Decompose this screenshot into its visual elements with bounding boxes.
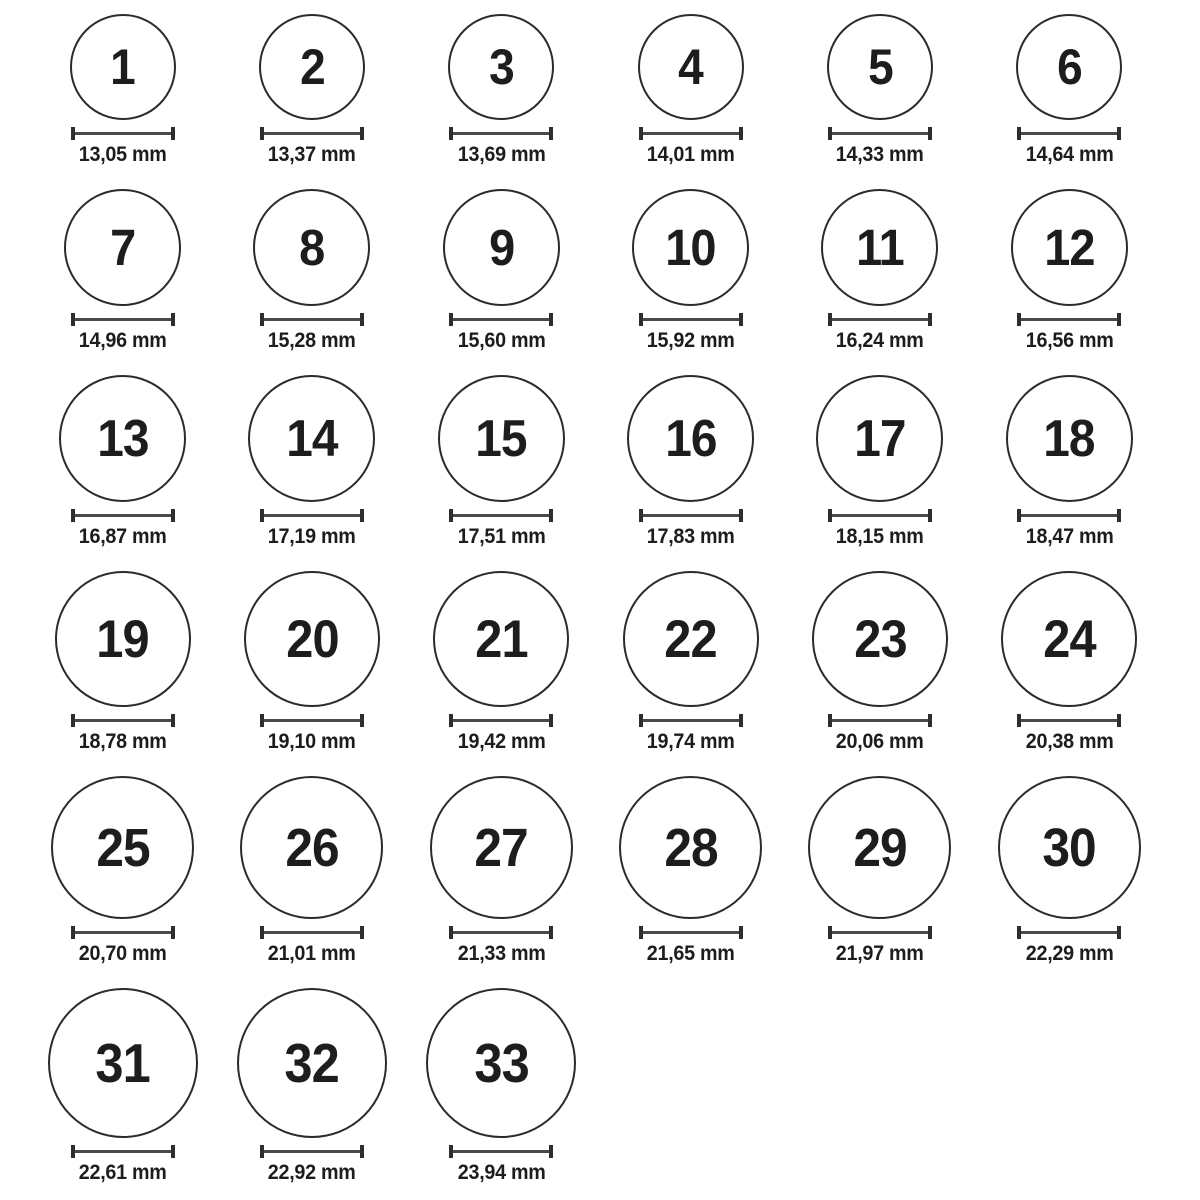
- diameter-label: 17,19 mm: [268, 525, 356, 548]
- ring-size-cell: [785, 375, 974, 549]
- ring-circle: [244, 571, 380, 707]
- diameter-measure-line: [71, 509, 175, 522]
- ring-size-cell: [596, 14, 785, 167]
- ring-size-cell: [217, 14, 406, 167]
- diameter-label: 15,28 mm: [268, 329, 356, 352]
- diameter-measure-line: [449, 127, 553, 140]
- ring-size-cell: [975, 375, 1164, 549]
- diameter-measure-line: [828, 714, 932, 727]
- ring-size-cell: [217, 375, 406, 549]
- ring-size-cell: [975, 571, 1164, 754]
- ring-size-number: 5: [867, 39, 893, 95]
- diameter-label: 14,96 mm: [78, 329, 167, 352]
- ring-size-cell: [596, 776, 785, 966]
- diameter-measure-line: [260, 714, 364, 727]
- ring-size-number: 15: [475, 409, 528, 468]
- ring-circle: [64, 189, 181, 306]
- ring-size-number: 26: [285, 817, 339, 878]
- ring-size-cell: [407, 988, 596, 1185]
- ring-circle: [430, 776, 573, 919]
- ring-circle: [816, 375, 943, 502]
- ring-size-number: 22: [664, 609, 717, 669]
- diameter-label: 15,60 mm: [457, 329, 546, 352]
- ring-size-number: 16: [664, 409, 717, 468]
- ring-size-cell: [407, 14, 596, 167]
- diameter-label: 17,83 mm: [646, 525, 735, 548]
- ring-size-cell: [407, 776, 596, 966]
- ring-size-cell: [407, 571, 596, 754]
- diameter-measure-line: [449, 926, 553, 939]
- diameter-label: 15,92 mm: [646, 329, 735, 352]
- diameter-measure-line: [449, 313, 553, 326]
- ring-circle: [443, 189, 560, 306]
- ring-size-number: 23: [853, 609, 907, 669]
- ring-size-number: 7: [110, 219, 136, 276]
- ring-size-cell: [407, 189, 596, 353]
- ring-circle: [51, 776, 194, 919]
- ring-size-cell: [596, 375, 785, 549]
- ring-size-cell: [217, 988, 406, 1185]
- ring-size-cell: [975, 189, 1164, 353]
- diameter-label: 22,29 mm: [1025, 942, 1114, 965]
- ring-size-cell: [785, 189, 974, 353]
- chart-row-3: [28, 375, 1164, 549]
- ring-size-cell: [217, 571, 406, 754]
- diameter-measure-line: [260, 926, 364, 939]
- ring-circle: [55, 571, 191, 707]
- diameter-label: 21,33 mm: [457, 942, 546, 965]
- diameter-measure-line: [1017, 509, 1121, 522]
- ring-circle: [638, 14, 744, 120]
- diameter-measure-line: [828, 127, 932, 140]
- diameter-label: 13,69 mm: [457, 143, 546, 166]
- ring-size-cell: [785, 571, 974, 754]
- ring-circle: [48, 988, 198, 1138]
- ring-size-cell: [217, 776, 406, 966]
- ring-size-number: 4: [678, 39, 703, 95]
- ring-size-cell: [975, 14, 1164, 167]
- diameter-measure-line: [71, 1145, 175, 1158]
- diameter-label: 16,87 mm: [78, 525, 167, 548]
- diameter-measure-line: [71, 127, 175, 140]
- diameter-measure-line: [639, 714, 743, 727]
- diameter-label: 23,94 mm: [457, 1161, 546, 1184]
- ring-size-number: 8: [299, 219, 325, 276]
- chart-row-6: [28, 988, 1164, 1185]
- ring-circle: [237, 988, 387, 1138]
- diameter-label: 19,74 mm: [646, 730, 735, 753]
- diameter-measure-line: [260, 127, 364, 140]
- ring-size-number: 27: [474, 817, 529, 878]
- diameter-label: 20,70 mm: [78, 942, 167, 965]
- chart-row-1: [28, 14, 1164, 167]
- ring-size-cell: [28, 14, 217, 167]
- diameter-measure-line: [1017, 313, 1121, 326]
- diameter-measure-line: [828, 926, 932, 939]
- diameter-label: 21,65 mm: [646, 942, 735, 965]
- ring-size-cell: [28, 988, 217, 1185]
- diameter-measure-line: [639, 926, 743, 939]
- diameter-measure-line: [828, 509, 932, 522]
- ring-size-number: 17: [854, 409, 906, 468]
- diameter-label: 16,24 mm: [836, 329, 924, 352]
- diameter-measure-line: [1017, 127, 1121, 140]
- diameter-measure-line: [260, 509, 364, 522]
- diameter-label: 21,97 mm: [836, 942, 924, 965]
- ring-size-number: 33: [474, 1031, 529, 1094]
- ring-size-number: 20: [285, 609, 339, 669]
- ring-circle: [1011, 189, 1128, 306]
- diameter-label: 18,47 mm: [1025, 525, 1114, 548]
- diameter-label: 14,01 mm: [646, 143, 735, 166]
- diameter-label: 16,56 mm: [1025, 329, 1114, 352]
- ring-size-number: 18: [1043, 409, 1096, 468]
- ring-size-cell: [28, 189, 217, 353]
- ring-circle: [438, 375, 565, 502]
- ring-size-number: 25: [95, 817, 150, 878]
- ring-size-number: 3: [488, 39, 514, 95]
- diameter-measure-line: [639, 127, 743, 140]
- ring-size-number: 28: [663, 817, 718, 878]
- diameter-measure-line: [449, 1145, 553, 1158]
- ring-size-number: 32: [284, 1031, 340, 1094]
- diameter-label: 17,51 mm: [457, 525, 546, 548]
- ring-circle: [259, 14, 365, 120]
- ring-size-cell: [28, 571, 217, 754]
- ring-size-number: 29: [853, 817, 907, 878]
- diameter-label: 13,37 mm: [268, 143, 356, 166]
- diameter-measure-line: [260, 313, 364, 326]
- diameter-label: 19,42 mm: [457, 730, 546, 753]
- diameter-label: 19,10 mm: [268, 730, 356, 753]
- diameter-measure-line: [260, 1145, 364, 1158]
- ring-size-cell: [217, 189, 406, 353]
- diameter-label: 13,05 mm: [78, 143, 167, 166]
- ring-size-number: 14: [286, 409, 338, 468]
- ring-size-number: 2: [299, 39, 325, 95]
- diameter-label: 18,78 mm: [78, 730, 167, 753]
- ring-size-cell: [975, 776, 1164, 966]
- diameter-label: 14,64 mm: [1025, 143, 1114, 166]
- ring-circle: [240, 776, 383, 919]
- ring-circle: [433, 571, 569, 707]
- ring-size-number: 1: [110, 39, 135, 95]
- ring-size-cell: [785, 776, 974, 966]
- diameter-measure-line: [1017, 926, 1121, 939]
- ring-circle: [998, 776, 1141, 919]
- ring-size-number: 11: [856, 219, 904, 276]
- ring-circle: [70, 14, 176, 120]
- ring-size-cell: [596, 571, 785, 754]
- ring-circle: [808, 776, 951, 919]
- ring-circle: [448, 14, 554, 120]
- diameter-label: 20,06 mm: [836, 730, 924, 753]
- ring-size-number: 19: [96, 609, 149, 669]
- ring-circle: [1006, 375, 1133, 502]
- diameter-measure-line: [828, 313, 932, 326]
- diameter-measure-line: [639, 313, 743, 326]
- chart-row-4: [28, 571, 1164, 754]
- ring-circle: [827, 14, 933, 120]
- ring-size-number: 13: [96, 409, 149, 468]
- ring-size-cell: [28, 375, 217, 549]
- ring-size-number: 10: [665, 219, 716, 276]
- diameter-label: 22,61 mm: [78, 1161, 167, 1184]
- diameter-label: 14,33 mm: [836, 143, 924, 166]
- ring-circle: [627, 375, 754, 502]
- diameter-measure-line: [71, 714, 175, 727]
- ring-circle: [1016, 14, 1122, 120]
- ring-size-number: 31: [95, 1031, 150, 1094]
- ring-circle: [1001, 571, 1137, 707]
- ring-size-cell: [407, 375, 596, 549]
- ring-size-number: 30: [1042, 817, 1097, 878]
- ring-size-number: 21: [475, 609, 528, 669]
- ring-size-number: 9: [488, 219, 514, 276]
- ring-circle: [253, 189, 370, 306]
- diameter-measure-line: [449, 714, 553, 727]
- ring-circle: [59, 375, 186, 502]
- ring-size-number: 12: [1044, 219, 1095, 276]
- ring-size-cell: [785, 14, 974, 167]
- diameter-measure-line: [71, 926, 175, 939]
- diameter-measure-line: [449, 509, 553, 522]
- ring-circle: [632, 189, 749, 306]
- diameter-label: 18,15 mm: [836, 525, 924, 548]
- ring-circle: [426, 988, 576, 1138]
- ring-size-number: 6: [1056, 39, 1082, 95]
- ring-size-cell: [28, 776, 217, 966]
- diameter-label: 22,92 mm: [268, 1161, 356, 1184]
- ring-circle: [248, 375, 375, 502]
- diameter-label: 20,38 mm: [1025, 730, 1114, 753]
- diameter-label: 21,01 mm: [268, 942, 356, 965]
- ring-size-cell: [596, 189, 785, 353]
- chart-row-2: [28, 189, 1164, 353]
- ring-circle: [623, 571, 759, 707]
- diameter-measure-line: [1017, 714, 1121, 727]
- diameter-measure-line: [71, 313, 175, 326]
- ring-circle: [619, 776, 762, 919]
- ring-size-number: 24: [1043, 609, 1096, 669]
- diameter-measure-line: [639, 509, 743, 522]
- chart-row-5: [28, 776, 1164, 966]
- ring-circle: [821, 189, 938, 306]
- ring-circle: [812, 571, 948, 707]
